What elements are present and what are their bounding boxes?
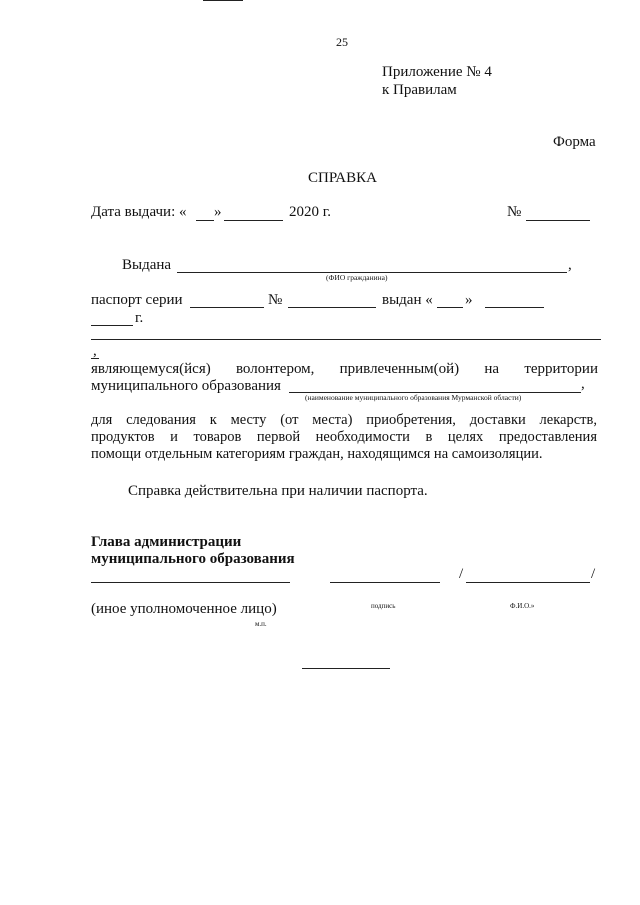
issued-to-label: Выдана — [122, 257, 172, 273]
volunteer-word: волонтером, — [235, 361, 315, 377]
passport-number-label: № — [268, 292, 283, 308]
passport-year-suffix: г. — [135, 310, 144, 326]
passport-issued-label: выдан « — [382, 292, 433, 308]
issue-day-blank — [196, 220, 214, 221]
head-title-line-2: муниципального образования — [91, 551, 295, 567]
appendix-number: Приложение № 4 — [382, 64, 492, 80]
signature-caption: подпись — [371, 602, 396, 610]
citizen-name-hint: (ФИО гражданина) — [326, 273, 388, 282]
slash-left: / — [459, 566, 464, 582]
seal-placeholder: м.п. — [255, 620, 267, 628]
passport-issuer-blank-1 — [91, 339, 601, 340]
volunteer-word: являющемуся(йся) — [91, 361, 211, 377]
volunteer-word: территории — [524, 361, 598, 377]
fullname-blank — [466, 582, 590, 583]
page-number: 25 — [336, 35, 348, 49]
municipality-comma: , — [581, 376, 585, 392]
volunteer-word: привлеченным(ой) — [339, 361, 460, 377]
document-title: СПРАВКА — [308, 170, 377, 186]
fullname-caption: Ф.И.О.» — [510, 602, 535, 610]
appendix-rules: к Правилам — [382, 82, 457, 98]
issue-month-blank — [224, 220, 283, 221]
certificate-number-blank — [526, 220, 590, 221]
top-rule — [203, 0, 243, 1]
issued-comma: , — [568, 257, 572, 273]
passport-issue-day-blank — [437, 307, 463, 308]
passport-issue-year-blank — [91, 325, 133, 326]
position-blank — [91, 582, 290, 583]
passport-issue-month-blank — [485, 307, 544, 308]
bottom-rule — [302, 668, 390, 669]
volunteer-line — [91, 361, 598, 378]
passport-issuer-comma: , — [93, 343, 97, 359]
municipality-label: муниципального образования — [91, 378, 281, 394]
passport-number-blank — [288, 307, 376, 308]
passport-issue-close-quote: » — [465, 292, 473, 308]
municipality-hint: (наименование муниципального образования Мурманской области) — [305, 393, 522, 402]
purpose-line-1: для следования к месту (от места) приобретения, доставки лекарств, — [91, 412, 597, 428]
volunteer-word: на — [484, 361, 500, 377]
validity-note: Справка действительна при наличии паспорта. — [128, 483, 428, 499]
purpose-line-3: помощи отдельным категориям граждан, находящимся на самоизоляции. — [91, 446, 543, 462]
certificate-number-label: № — [507, 204, 522, 220]
issue-year: 2020 г. — [289, 204, 331, 220]
form-label: Форма — [553, 134, 596, 150]
issue-day-close-quote: » — [214, 204, 222, 220]
passport-series-label: паспорт серии — [91, 292, 183, 308]
other-authorized-person: (иное уполномоченное лицо) — [91, 601, 277, 617]
passport-series-blank — [190, 307, 264, 308]
signature-blank — [330, 582, 440, 583]
slash-right: / — [591, 566, 596, 582]
purpose-line-2: продуктов и товаров первой необходимости в целях предоставления — [91, 429, 597, 445]
issue-date-label: Дата выдачи: « — [91, 204, 187, 220]
head-title-line-1: Глава администрации — [91, 534, 242, 550]
